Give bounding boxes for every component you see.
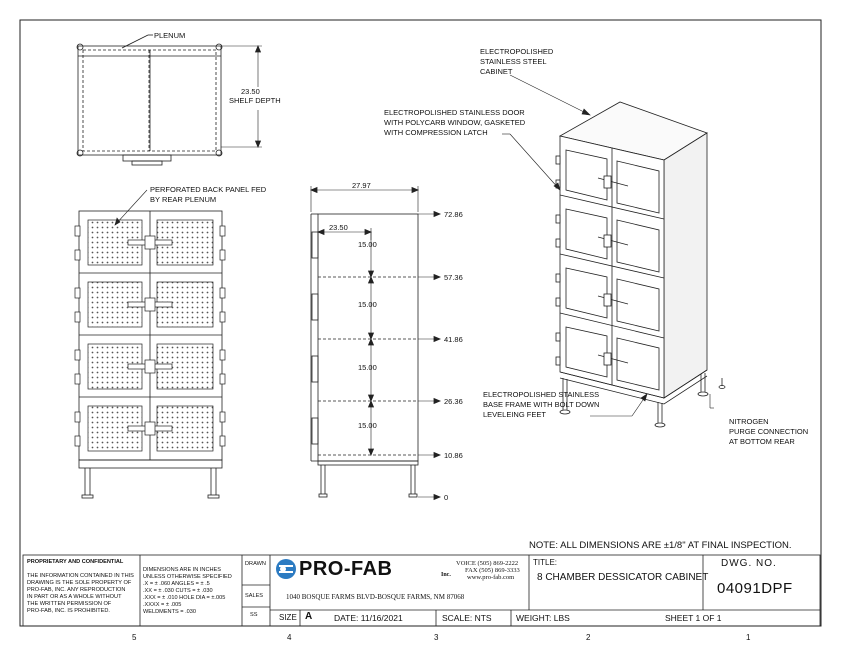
cabinet-label-3: CABINET — [480, 67, 513, 76]
door-label-3: WITH COMPRESSION LATCH — [384, 128, 488, 137]
drawn-label: DRAWN — [245, 561, 266, 567]
nitrogen-label-2: PURGE CONNECTION — [729, 427, 809, 436]
tolerance-line: UNLESS OTHERWISE SPECIFIED — [143, 574, 232, 580]
zone-marker: 1 — [746, 633, 751, 642]
company-inc: Inc. — [441, 572, 451, 578]
proprietary-line: IN PART OR AS A WHOLE WITHOUT — [27, 594, 122, 600]
tolerance-line: WELDMENTS = .030 — [143, 609, 197, 615]
company-web: www.pro-fab.com — [467, 574, 515, 581]
shelf-height-dim: 15.00 — [358, 363, 377, 372]
elevation-dim: 0 — [444, 493, 449, 502]
title-value: 8 CHAMBER DESSICATOR CABINET — [537, 572, 709, 583]
elevation-dim: 57.36 — [444, 273, 463, 282]
proprietary-line: THE INFORMATION CONTAINED IN THIS — [27, 573, 134, 579]
tolerance-line: .XXXX = ± .005 — [143, 602, 182, 608]
proprietary-line: PRO-FAB, INC. ANY REPRODUCTION — [27, 587, 126, 593]
perforated-label-2: BY REAR PLENUM — [150, 195, 217, 204]
zone-marker: 5 — [132, 633, 137, 642]
company-name: PRO-FAB — [299, 558, 393, 580]
door-label-2: WITH POLYCARB WINDOW, GASKETED — [384, 118, 526, 127]
isometric-view — [556, 102, 725, 427]
nitrogen-label-1: NITROGEN — [729, 417, 769, 426]
size-value: A — [305, 611, 313, 622]
proprietary-line: DRAWING IS THE SOLE PROPERTY OF — [27, 580, 132, 586]
dwg-no-value: 04091DPF — [717, 580, 793, 597]
zone-marker: 3 — [434, 633, 439, 642]
nitrogen-label-3: AT BOTTOM REAR — [729, 437, 795, 446]
tolerance-line: .X = ± .060 ANGLES = ± .5 — [143, 581, 210, 587]
base-label-2: BASE FRAME WITH BOLT DOWN — [483, 400, 600, 409]
company-address: 1040 BOSQUE FARMS BLVD-BOSQUE FARMS, NM 87068 — [286, 593, 465, 601]
elevation-dim: 26.36 — [444, 397, 463, 406]
base-label-1: ELECTROPOLISHED STAINLESS — [483, 390, 600, 399]
perforated-label-1: PERFORATED BACK PANEL FED — [150, 185, 267, 194]
cabinet-label-1: ELECTROPOLISHED — [480, 47, 554, 56]
inspection-note: NOTE: ALL DIMENSIONS ARE ±1/8" AT FINAL INSPECTION. — [529, 540, 792, 551]
date-field: DATE: 11/16/2021 — [334, 613, 403, 623]
tolerance-line: .XX = ± .030 CUTS = ± .030 — [143, 588, 213, 594]
plenum-label: PLENUM — [154, 31, 186, 40]
overall-width-dim: 27.97 — [352, 181, 371, 190]
pro-fab-logo-icon — [276, 559, 296, 579]
door-label-1: ELECTROPOLISHED STAINLESS DOOR — [384, 108, 525, 117]
cabinet-label-2: STAINLESS STEEL — [480, 57, 547, 66]
front-perforated-panels — [88, 220, 213, 451]
proprietary-title: PROPRIETARY AND CONFIDENTIAL — [27, 559, 124, 565]
size-label: SIZE — [279, 613, 297, 622]
title-label: TITLE: — [533, 558, 558, 567]
scale-field: SCALE: NTS — [442, 613, 492, 623]
weight-field: WEIGHT: LBS — [516, 613, 570, 623]
tolerance-line: DIMENSIONS ARE IN INCHES — [143, 567, 222, 573]
tolerance-line: .XXX = ± .010 HOLE DIA = ±.005 — [143, 595, 226, 601]
shelf-height-dim: 15.00 — [358, 300, 377, 309]
zone-marker: 4 — [287, 633, 292, 642]
elevation-dim: 41.86 — [444, 335, 463, 344]
sales-label: SALES — [245, 593, 264, 599]
shelf-depth-label: SHELF DEPTH — [229, 96, 281, 105]
base-label-3: LEVELEING FEET — [483, 410, 546, 419]
proprietary-line: PRO-FAB, INC. IS PROHIBITED. — [27, 608, 110, 614]
elevation-dim: 72.86 — [444, 210, 463, 219]
proprietary-line: THE WRITTEN PERMISSION OF — [27, 601, 112, 607]
zone-marker: 2 — [586, 633, 591, 642]
sales-initials: SS — [250, 612, 258, 618]
inner-depth-dim: 23.50 — [329, 223, 348, 232]
dwg-no-label: DWG. NO. — [721, 558, 777, 569]
shelf-height-dim: 15.00 — [358, 421, 377, 430]
company-fax: FAX (505) 869-3333 — [465, 567, 520, 574]
sheet-field: SHEET 1 OF 1 — [665, 613, 722, 623]
elevation-dim: 10.86 — [444, 451, 463, 460]
shelf-height-dim: 15.00 — [358, 240, 377, 249]
company-voice: VOICE (505) 869-2222 — [456, 560, 519, 567]
side-view — [311, 186, 440, 500]
shelf-depth-value: 23.50 — [241, 87, 260, 96]
